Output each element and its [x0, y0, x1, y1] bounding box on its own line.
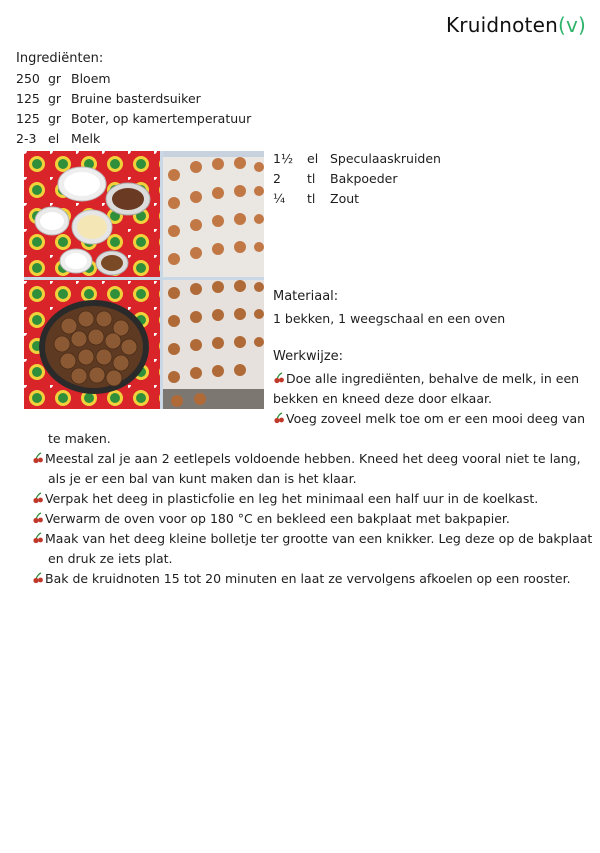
step-line: Maak van het deeg kleine bolletje ter grootte van een knikker. Leg deze op de bakplaat — [45, 531, 593, 546]
cherry-bullet-icon — [32, 452, 44, 464]
method-step-3 — [32, 449, 581, 469]
ingredient-qty: 1½ — [273, 151, 294, 166]
ingredient-unit: gr — [48, 111, 62, 126]
step-line: en druk ze iets plat. — [48, 551, 173, 566]
step-line: Bak de kruidnoten 15 tot 20 minuten en laat ze vervolgens afkoelen op een rooster. — [45, 571, 571, 586]
cherry-bullet-icon — [273, 372, 285, 384]
step-line: Doe alle ingrediënten, behalve de melk, in een — [286, 371, 580, 386]
materials-text: 1 bekken, 1 weegschaal en een oven — [273, 311, 506, 326]
cherry-bullet-icon — [273, 412, 285, 424]
cherry-bullet-icon — [32, 572, 44, 584]
ingredient-qty: 125 — [16, 111, 40, 126]
ingredient-unit: tl — [307, 191, 316, 206]
ingredient-unit: gr — [48, 91, 62, 106]
step-line: Meestal zal je aan 2 eetlepels voldoende hebben. Kneed het deeg vooral niet te lang, — [45, 451, 581, 466]
ingredient-unit: gr — [48, 71, 62, 86]
title-main: Kruidnoten — [445, 13, 558, 37]
ingredient-qty: 125 — [16, 91, 40, 106]
ingredient-row — [16, 69, 316, 89]
ingredient-unit: tl — [307, 171, 316, 186]
ingredient-name: Bloem — [71, 71, 111, 86]
ingredient-name: Bruine basterdsuiker — [71, 91, 201, 106]
method-step-6 — [32, 529, 592, 549]
ingredient-unit: el — [307, 151, 319, 166]
ingredient-unit: el — [48, 131, 60, 146]
method-step-1 — [273, 369, 579, 389]
cherry-bullet-icon — [32, 492, 44, 504]
step-line: bekken en kneed deze door elkaar. — [273, 391, 492, 406]
ingredient-qty: ¼ — [273, 191, 286, 206]
materials-heading: Materiaal: — [273, 289, 339, 304]
ingredient-name: Boter, op kamertemperatuur — [71, 111, 252, 126]
method-heading: Werkwijze: — [273, 349, 344, 364]
ingredients-heading: Ingrediënten: — [16, 51, 104, 66]
ingredient-name: Melk — [71, 131, 101, 146]
method-step-2 — [273, 409, 585, 429]
page-title — [446, 13, 586, 37]
method-step-7 — [32, 569, 571, 589]
recipe-photo-collage — [24, 151, 264, 409]
ingredient-qty: 2-3 — [16, 131, 37, 146]
step-line: te maken. — [48, 431, 111, 446]
cherry-bullet-icon — [32, 512, 44, 524]
step-line: Verpak het deeg in plasticfolie en leg het minimaal een half uur in de koelkast. — [45, 491, 539, 506]
title-suffix: (v) — [557, 13, 586, 37]
method-step-4 — [32, 489, 538, 509]
ingredient-row — [16, 109, 316, 129]
ingredient-row — [273, 189, 593, 209]
ingredient-row — [273, 149, 593, 169]
cherry-bullet-icon — [32, 532, 44, 544]
ingredient-row — [16, 89, 316, 109]
step-line: als je er een bal van kunt maken dan is het klaar. — [48, 471, 357, 486]
ingredient-name: Bakpoeder — [330, 171, 398, 186]
ingredient-qty: 2 — [273, 171, 281, 186]
step-line: Verwarm de oven voor op 180 °C en bekleed een bakplaat met bakpapier. — [45, 511, 510, 526]
step-line: Voeg zoveel melk toe om er een mooi deeg van — [286, 411, 586, 426]
ingredient-row — [16, 129, 316, 149]
ingredient-row — [273, 169, 593, 189]
ingredient-qty: 250 — [16, 71, 40, 86]
ingredient-name: Zout — [330, 191, 360, 206]
ingredient-name: Speculaaskruiden — [330, 151, 441, 166]
method-step-5 — [32, 509, 510, 529]
